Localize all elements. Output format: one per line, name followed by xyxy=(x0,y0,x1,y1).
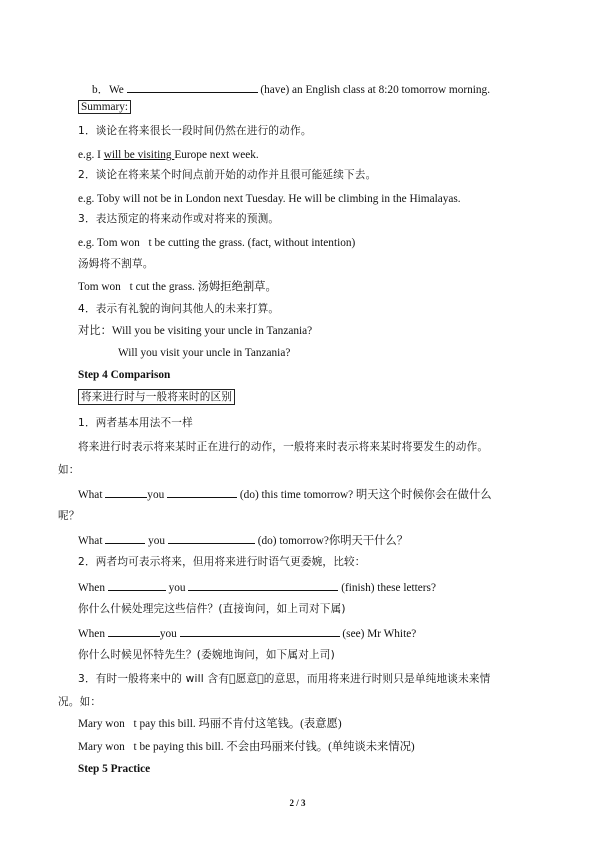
summary-point-1: 1．谈论在将来很长一段时间仍然在进行的动作。 xyxy=(78,125,312,137)
example-6: Mary won t be paying this bill. 不会由玛丽来付钱。(单纯谈未来情况) xyxy=(78,741,415,753)
example-question-3-note: 你什么什候处理完这些信件？(直接询问，如上司对下属) xyxy=(78,603,346,615)
difference-1-text: 将来进行时表示将来某时正在进行的动作，一般将来时表示将来某时将要发生的动作。 xyxy=(78,441,489,453)
summary-point-4: 4．表示有礼貌的询问其他人的未来打算。 xyxy=(78,303,280,315)
difference-1-text-cont: 如： xyxy=(58,464,80,476)
answer-blank[interactable] xyxy=(167,486,237,498)
comparison-1: 对比：Will you be visiting your uncle in Tanzania? xyxy=(78,325,313,337)
answer-blank[interactable] xyxy=(108,625,160,637)
example-3b: Tom won t cut the grass. 汤姆拒绝割草。 xyxy=(78,281,277,293)
example-3: e.g. Tom won t be cutting the grass. (fact, without intention) xyxy=(78,237,356,249)
difference-box: 将来进行时与一般将来时的区别 xyxy=(78,390,235,404)
example-question-4: When you (see) Mr White? xyxy=(78,625,416,641)
difference-point-2: 2．两者均可表示将来，但用将来进行时语气更委婉，比较： xyxy=(78,556,366,568)
answer-blank[interactable] xyxy=(180,625,340,637)
answer-blank[interactable] xyxy=(105,486,147,498)
summary-point-3: 3．表达预定的将来动作或对将来的预测。 xyxy=(78,213,280,225)
answer-blank[interactable] xyxy=(105,532,145,544)
answer-blank[interactable] xyxy=(168,532,255,544)
example-question-3: When you (finish) these letters? xyxy=(78,579,436,595)
example-question-2: What you (do) tomorrow?你明天干什么？ xyxy=(78,532,408,548)
example-5: Mary won t pay this bill. 玛丽不肯付这笔钱。(表意愿) xyxy=(78,718,342,730)
answer-blank[interactable] xyxy=(108,579,166,591)
exercise-b xyxy=(92,81,490,97)
step-4-heading: Step 4 Comparison xyxy=(78,369,171,381)
underlined-verb: will be visiting xyxy=(103,149,175,161)
comparison-2: Will you visit your uncle in Tanzania? xyxy=(118,347,291,359)
exercise-b-end: (have) an English class at 8:20 tomorrow morning. xyxy=(257,84,491,96)
difference-point-1: 1．两者基本用法不一样 xyxy=(78,417,193,429)
summary-heading: Summary: xyxy=(78,100,131,114)
page-number: 2 / 3 xyxy=(289,798,306,808)
example-question-1: What you (do) this time tomorrow? 明天这个时候你会在做什么 xyxy=(78,486,492,502)
summary-point-2: 2．谈论在将来某个时间点前开始的动作并且很可能延续下去。 xyxy=(78,169,377,181)
example-question-1-cont: 呢？ xyxy=(58,510,80,522)
difference-point-3: 3．有时一般将来中的 will 含有 愿意 的意思，而用将来进行时则只是单纯地谈未来情 xyxy=(78,673,491,685)
answer-blank[interactable] xyxy=(127,81,258,93)
exercise-b-start: b．We xyxy=(92,84,127,96)
example-question-4-note: 你什么时候见怀特先生？(委婉地询问，如下属对上司) xyxy=(78,649,335,661)
step-5-heading: Step 5 Practice xyxy=(78,763,151,775)
example-2: e.g. Toby will not be in London next Tuesday. He will be climbing in the Himalayas. xyxy=(78,193,461,205)
example-1: e.g. I will be visiting Europe next week. xyxy=(78,149,259,161)
difference-point-3-cont: 况。如： xyxy=(58,696,102,708)
answer-blank[interactable] xyxy=(188,579,338,591)
example-3-translation: 汤姆将不割草。 xyxy=(78,258,154,270)
